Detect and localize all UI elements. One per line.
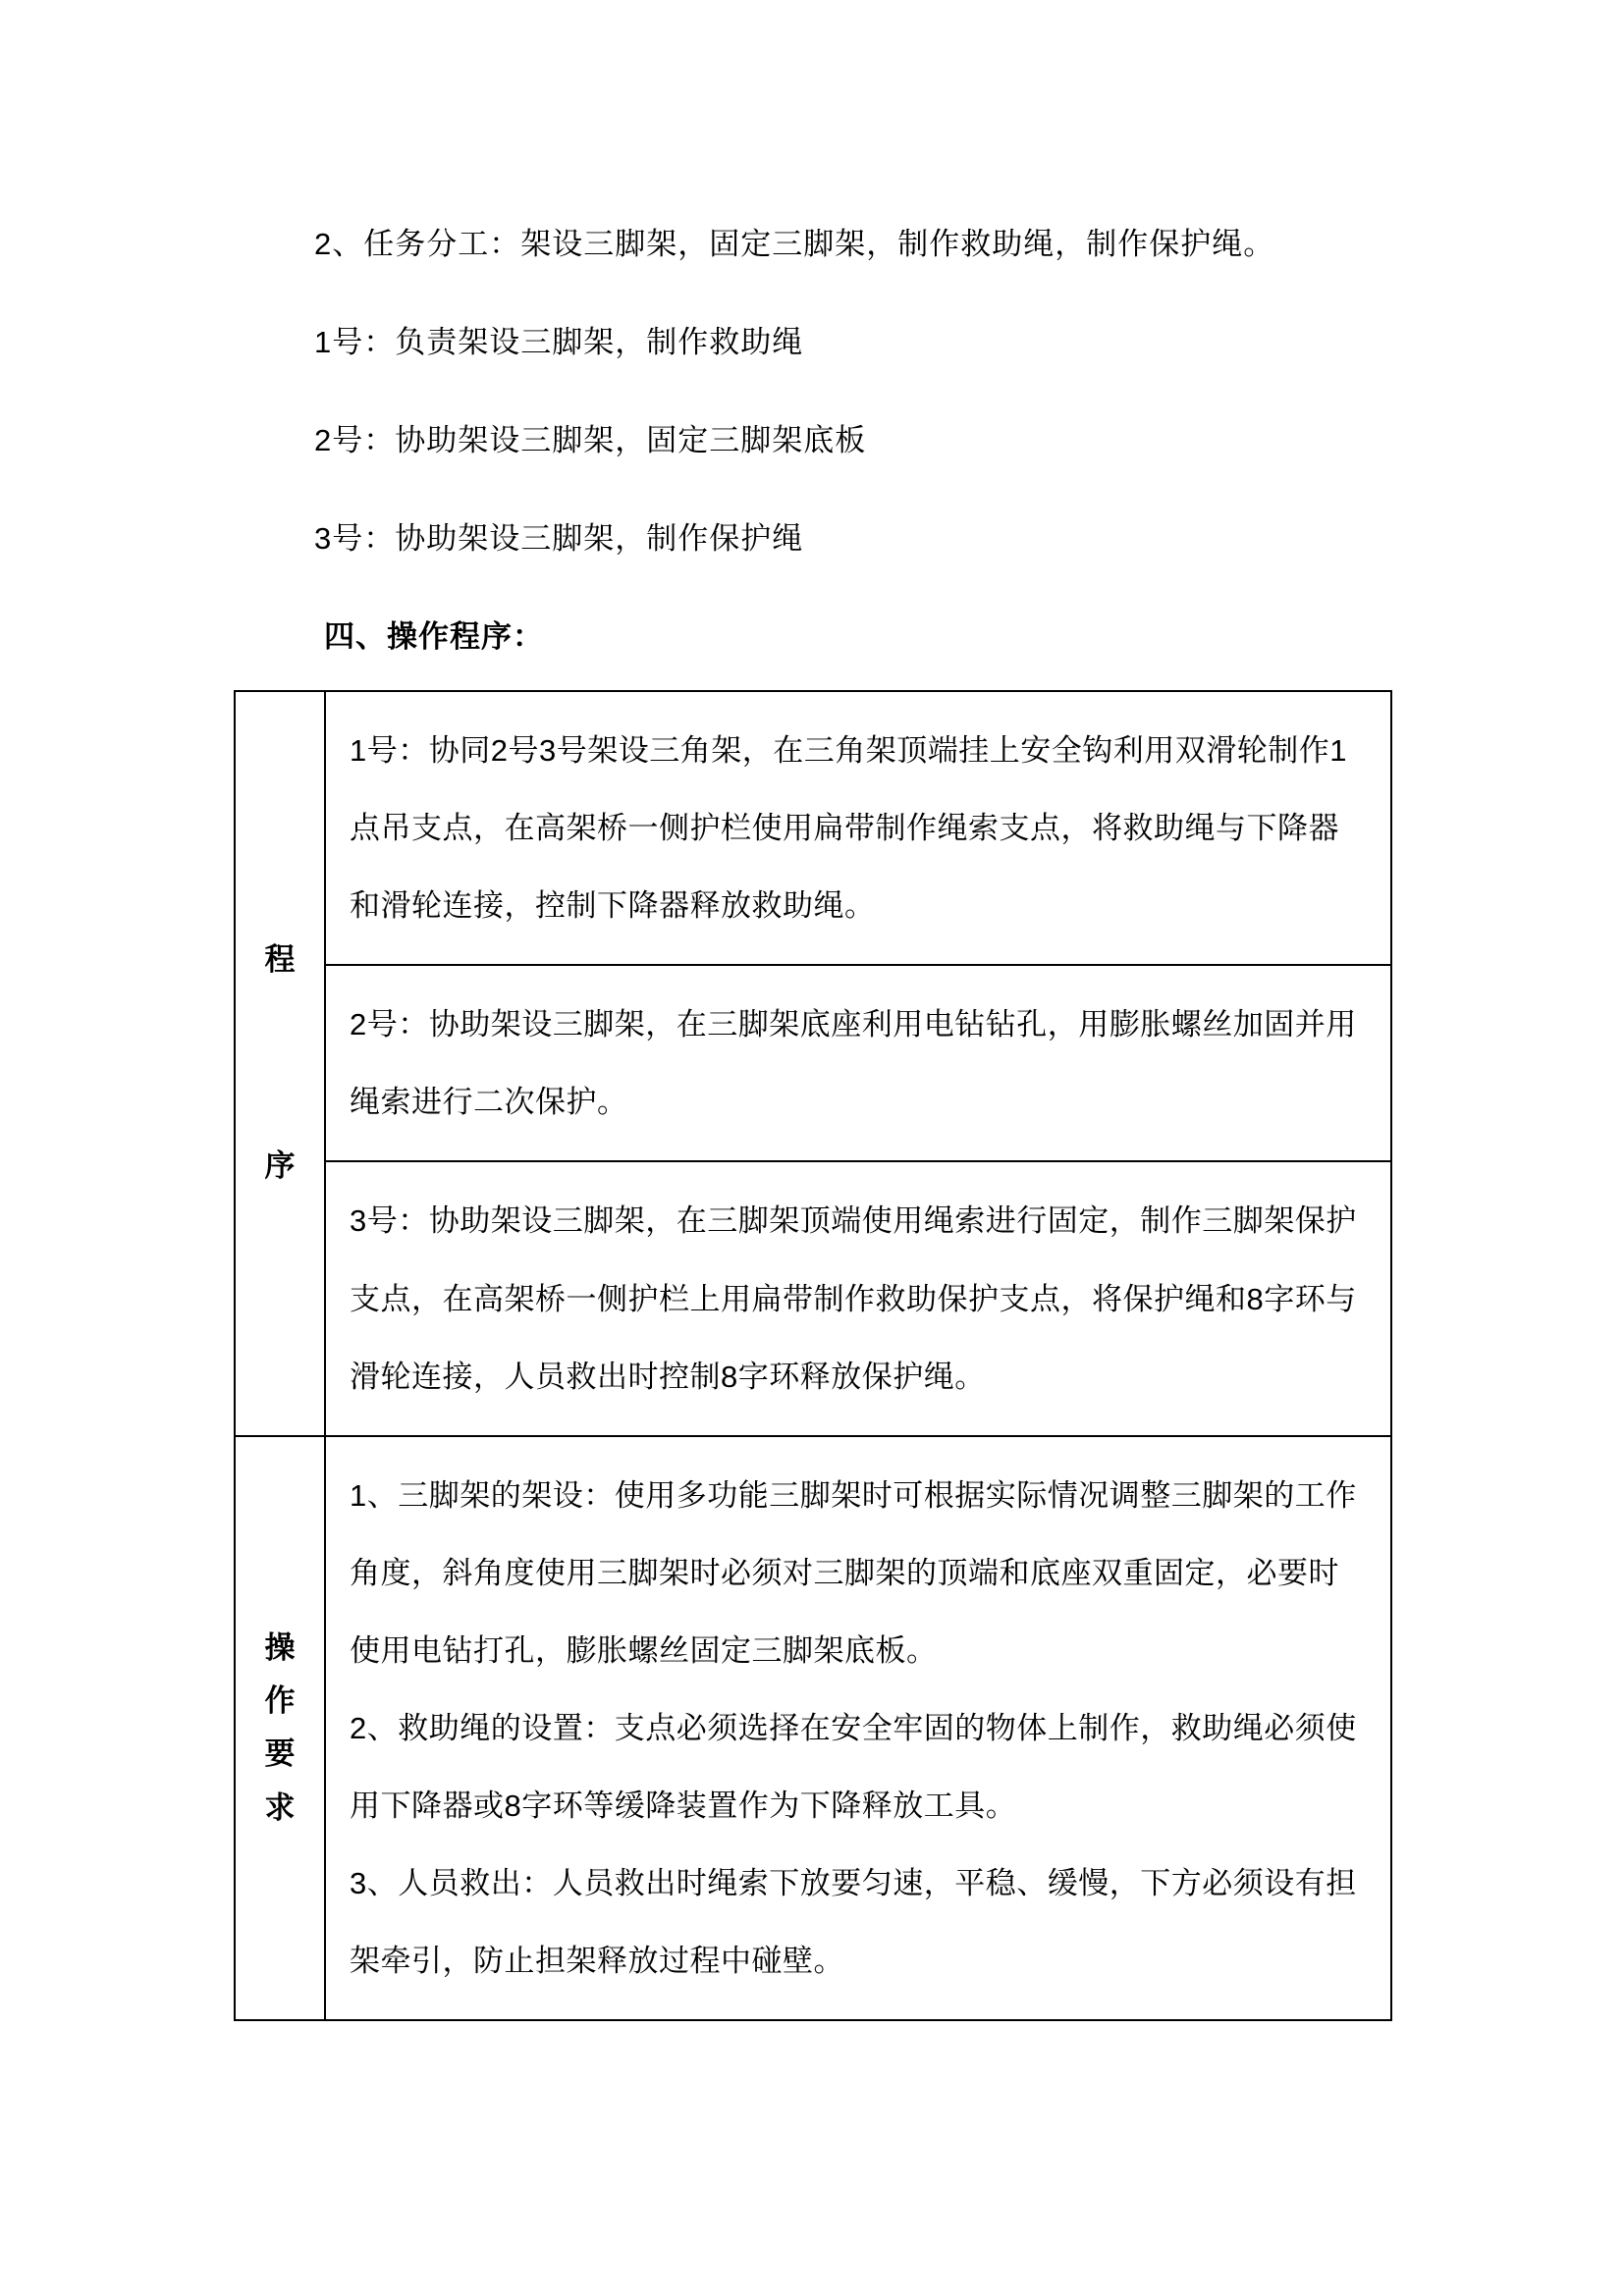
row-label-procedure: 程序 [235, 691, 325, 1435]
paragraph-block [0, 221, 1624, 661]
procedure-table [234, 690, 1392, 2021]
procedure-step-2-cell: 2号：协助架设三脚架，在三脚架底座利用电钻钻孔，用膨胀螺丝加固并用绳索进行二次保护。 [325, 965, 1391, 1161]
procedure-step-3-cell: 3号：协助架设三脚架，在三脚架顶端使用绳索进行固定，制作三脚架保护支点，在高架桥一侧护栏上用扁带制作救助保护支点，将保护绳和8字环与滑轮连接，人员救出时控制8字环释放保护绳。 [325, 1161, 1391, 1435]
paragraph-role-1: 1号：负责架设三脚架，制作救助绳 [314, 325, 804, 360]
operation-requirements-cell [325, 1436, 1391, 2020]
table-row [235, 691, 1391, 965]
row-label-operation-requirements: 操作要求 [235, 1436, 325, 2020]
paragraph-role-3: 3号：协助架设三脚架，制作保护绳 [314, 521, 804, 557]
requirement-item-2: 2、救助绳的设置：支点必须选择在安全牢固的物体上制作，救助绳必须使用下降器或8字环等缓降装置作为下降释放工具。 [350, 1710, 1357, 1823]
paragraph-role-2: 2号：协助架设三脚架，固定三脚架底板 [314, 423, 867, 458]
requirement-item-1: 1、三脚架的架设：使用多功能三脚架时可根据实际情况调整三脚架的工作角度，斜角度使用三脚架时必须对三脚架的顶端和底座双重固定，必要时使用电钻打孔，膨胀螺丝固定三脚架底板。 [350, 1477, 1357, 1668]
procedure-step-1-cell: 1号：协同2号3号架设三角架，在三角架顶端挂上安全钩利用双滑轮制作1点吊支点，在高架桥一侧护栏使用扁带制作绳索支点，将救助绳与下降器和滑轮连接，控制下降器释放救助绳。 [325, 691, 1391, 965]
section-heading-operation-procedure: 四、操作程序： [324, 619, 544, 655]
table-row [235, 965, 1391, 1161]
paragraph-task-division: 2、任务分工：架设三脚架，固定三脚架，制作救助绳，制作保护绳。 [314, 227, 1275, 261]
table-row [235, 1436, 1391, 2020]
requirement-item-3: 3、人员救出：人员救出时绳索下放要匀速，平稳、缓慢，下方必须设有担架牵引，防止担架释放过程中碰壁。 [350, 1865, 1357, 1978]
table-row [235, 1161, 1391, 1435]
